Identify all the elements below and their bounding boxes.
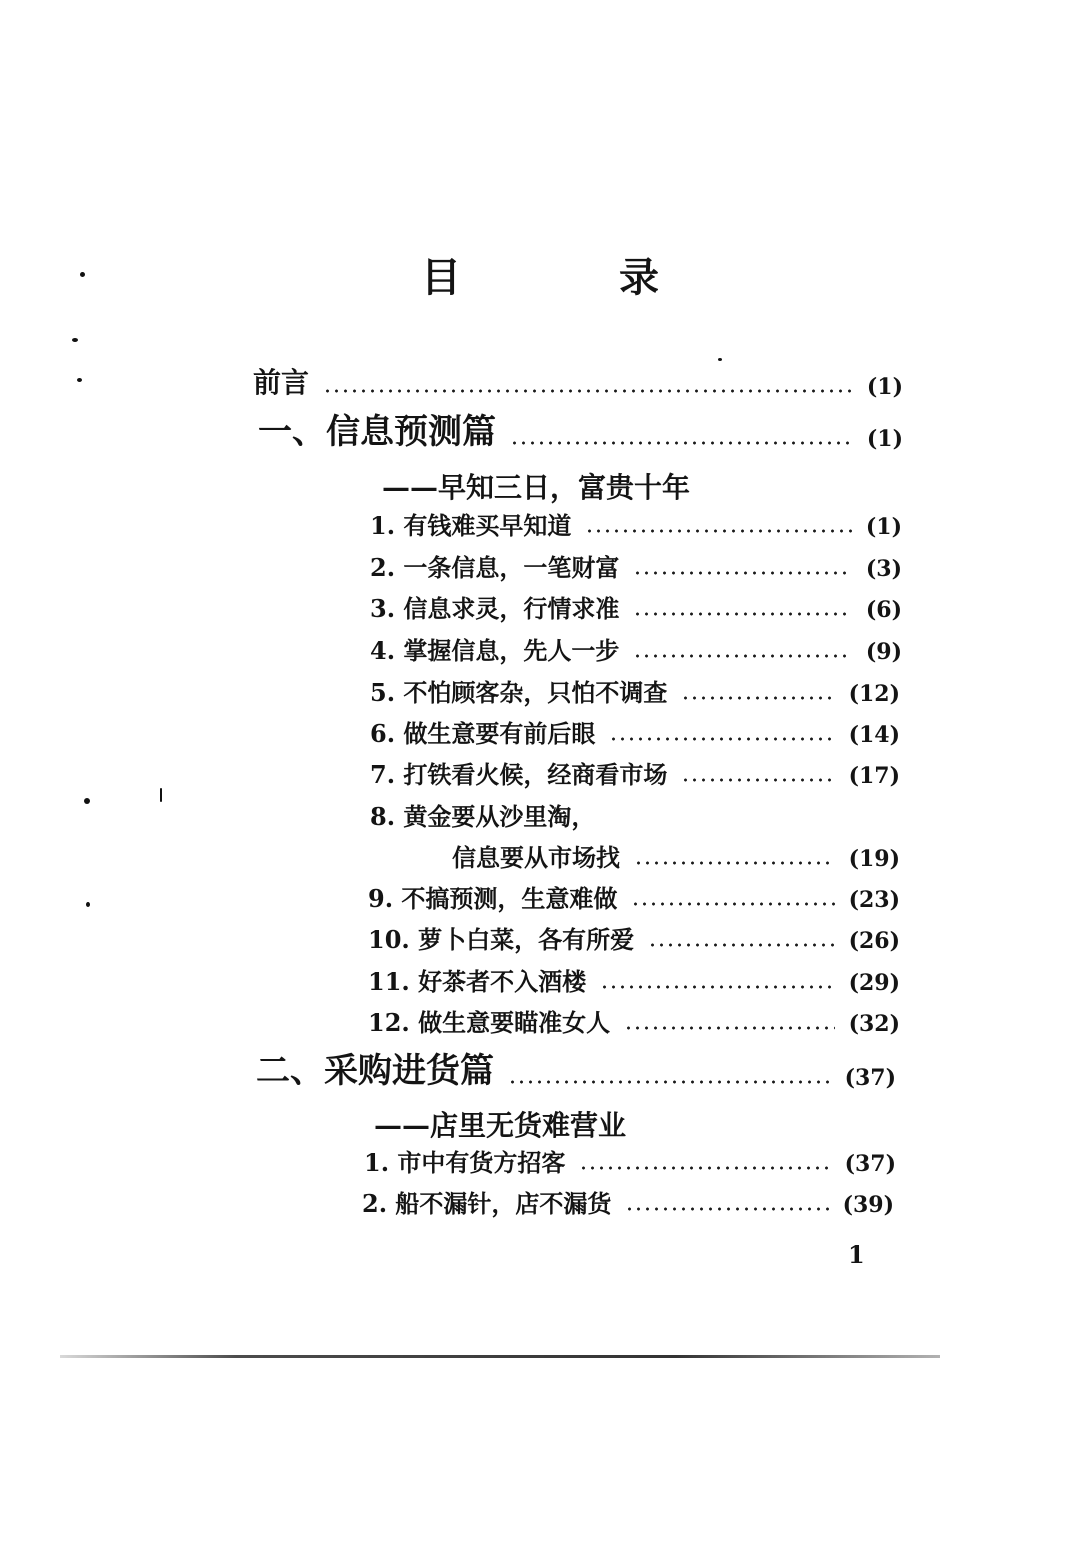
page-number: 1: [848, 1240, 865, 1269]
dot-leader: [648, 943, 834, 947]
toc-item-label: 12. 做生意要瞄准女人: [368, 1008, 611, 1037]
dot-leader: [579, 1166, 830, 1170]
toc-item-label: 9. 不搞预测，生意难做: [368, 884, 618, 913]
toc-title: 目 录: [421, 254, 731, 301]
scan-speck: [86, 902, 90, 907]
toc-item-label: 3. 信息求灵，行情求准: [370, 594, 620, 623]
dot-leader: [681, 696, 834, 700]
toc-page-ref: (26): [848, 928, 900, 955]
toc-item-label: 2. 一条信息，一笔财富: [370, 553, 620, 582]
dot-leader: [625, 1207, 828, 1211]
part1-subtitle: ——早知三日，富贵十年: [382, 471, 691, 504]
dot-leader: [508, 1080, 831, 1084]
scan-speck: [84, 798, 90, 804]
toc-item-label: 8. 黄金要从沙里淘，: [370, 802, 596, 831]
toc-entry-part1: [258, 414, 903, 451]
toc-item-label: 4. 掌握信息，先人一步: [370, 636, 620, 665]
dot-leader: [634, 861, 835, 865]
toc-item-label: 信息要从市场找: [452, 843, 620, 872]
toc-page-ref: (1): [865, 514, 902, 541]
toc-item-label: 5. 不怕顾客杂，只怕不调查: [370, 678, 668, 707]
toc-page-ref: (3): [865, 556, 902, 583]
toc-page-ref: (14): [848, 722, 900, 749]
part2-subtitle: ——店里无货难营业: [374, 1109, 627, 1142]
dot-leader: [633, 612, 851, 616]
toc-item: [370, 555, 902, 581]
dot-leader: [624, 1026, 834, 1030]
toc-item-label: 2. 船不漏针，店不漏货: [362, 1189, 612, 1218]
toc-item-label: 10. 萝卜白菜，各有所爱: [368, 925, 635, 954]
toc-item: [370, 513, 902, 539]
dot-leader: [633, 571, 851, 575]
dot-leader: [323, 389, 853, 393]
toc-page-ref: (29): [848, 970, 900, 997]
dot-leader: [510, 441, 853, 445]
toc-item: [370, 596, 902, 622]
toc-item-label: 1. 有钱难买早知道: [370, 511, 572, 540]
toc-item: [370, 638, 902, 664]
toc-page-ref: (1): [866, 373, 903, 400]
toc-item: [370, 762, 900, 788]
toc-item-label: 6. 做生意要有前后眼: [370, 719, 596, 748]
toc-page-ref: (1): [866, 426, 903, 453]
scan-edge-line: [60, 1355, 940, 1358]
toc-item: [370, 721, 900, 747]
toc-item: [364, 1150, 896, 1176]
toc-page-ref: (19): [848, 846, 900, 873]
toc-item: [368, 886, 900, 912]
toc-page-ref: (32): [848, 1011, 900, 1038]
toc-page-ref: (37): [844, 1065, 896, 1092]
toc-item-label: 1. 市中有货方招客: [364, 1148, 566, 1177]
dot-leader: [585, 529, 851, 533]
scan-speck: [72, 338, 78, 342]
toc-item: [370, 680, 900, 706]
toc-item-continuation: [452, 845, 900, 871]
toc-item: [370, 804, 595, 830]
scan-speck: [718, 358, 722, 361]
toc-page-ref: (6): [865, 597, 902, 624]
scan-speck: [77, 378, 82, 382]
scan-speck: [160, 788, 162, 802]
toc-item: [368, 927, 900, 953]
toc-item-label: 7. 打铁看火候，经商看市场: [370, 760, 668, 789]
toc-item: [362, 1191, 894, 1217]
toc-page-ref: (17): [848, 763, 900, 790]
toc-page-ref: (23): [848, 887, 900, 914]
dot-leader: [609, 737, 834, 741]
toc-page-ref: (37): [844, 1151, 896, 1178]
toc-entry-label: 二、采购进货篇: [256, 1051, 494, 1091]
dot-leader: [600, 985, 834, 989]
toc-entry-label: 一、信息预测篇: [258, 412, 496, 452]
toc-entry-label: 前言: [253, 366, 310, 399]
toc-item-label: 11. 好茶者不入酒楼: [368, 967, 587, 996]
toc-entry-part2: [256, 1053, 896, 1090]
toc-item: [368, 1010, 900, 1036]
scan-speck: [80, 272, 85, 277]
toc-page-ref: (12): [848, 681, 900, 708]
dot-leader: [633, 654, 851, 658]
dot-leader: [681, 778, 834, 782]
toc-page-ref: (9): [865, 639, 902, 666]
dot-leader: [631, 902, 834, 906]
toc-item: [368, 969, 900, 995]
toc-page-ref: (39): [842, 1192, 894, 1219]
toc-entry-preface: [253, 368, 903, 399]
